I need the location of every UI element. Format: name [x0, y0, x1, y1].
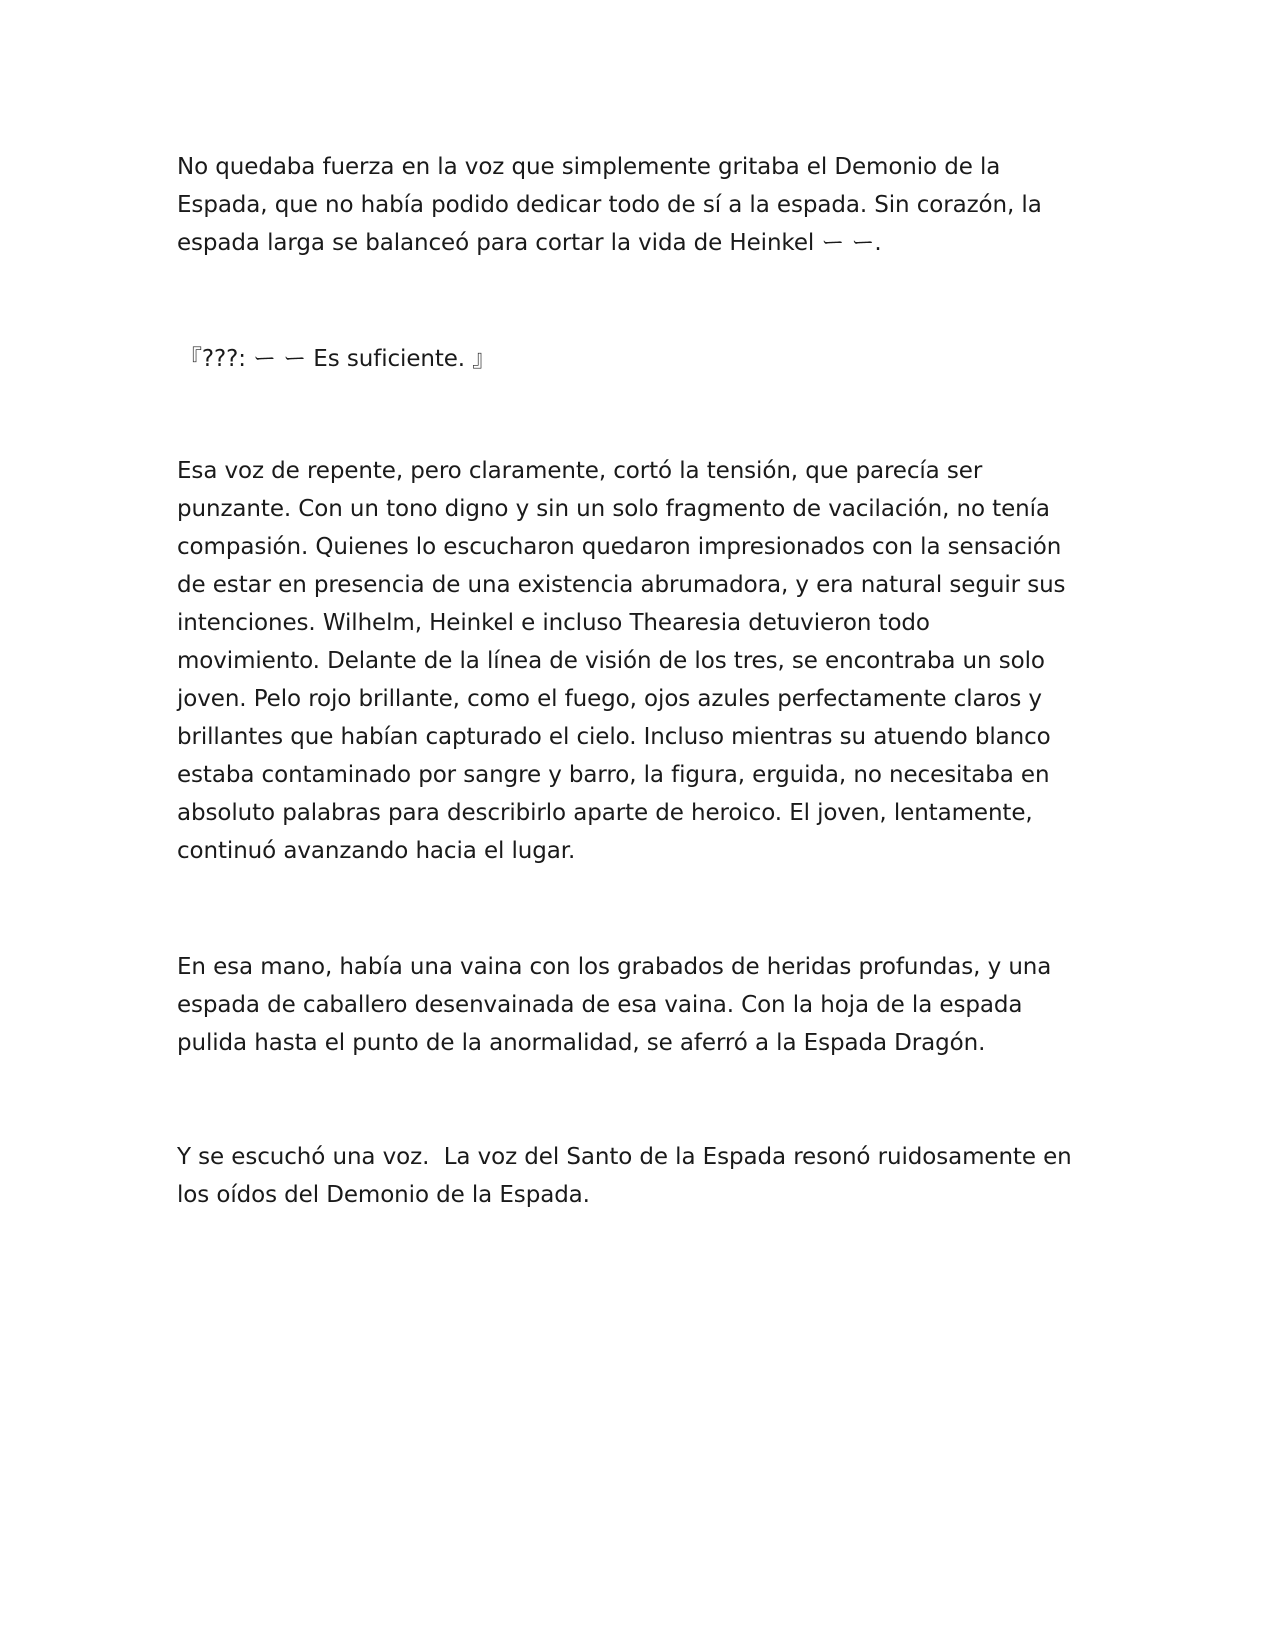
- text-line: pulida hasta el punto de la anormalidad, se aferró a la Espada Dragón.: [177, 1030, 986, 1056]
- text-line: 『???: ー ー Es suficiente. 』: [179, 346, 496, 372]
- paragraph-4: [177, 948, 1102, 1062]
- text-line: Espada, que no había podido dedicar todo de sí a la espada. Sin corazón, la: [177, 192, 1042, 218]
- text-line: No quedaba fuerza en la voz que simplemente gritaba el Demonio de la: [177, 154, 1001, 180]
- text-line: En esa mano, había una vaina con los grabados de heridas profundas, y una: [177, 954, 1052, 980]
- paragraph-5: [177, 1138, 1102, 1214]
- text-line: de estar en presencia de una existencia abrumadora, y era natural seguir sus: [177, 572, 1066, 598]
- text-line: espada larga se balanceó para cortar la vida de Heinkel ー ー.: [177, 230, 882, 256]
- text-line: intenciones. Wilhelm, Heinkel e incluso Thearesia detuvieron todo: [177, 610, 930, 636]
- text-line: movimiento. Delante de la línea de visión de los tres, se encontraba un solo: [177, 648, 1045, 674]
- text-line: continuó avanzando hacia el lugar.: [177, 838, 576, 864]
- text-line: compasión. Quienes lo escucharon quedaron impresionados con la sensación: [177, 534, 1062, 560]
- text-line: espada de caballero desenvainada de esa vaina. Con la hoja de la espada: [177, 992, 1023, 1018]
- text-line: Esa voz de repente, pero claramente, cortó la tensión, que parecía ser: [177, 458, 983, 484]
- text-line: estaba contaminado por sangre y barro, la figura, erguida, no necesitaba en: [177, 762, 1050, 788]
- text-line: brillantes que habían capturado el cielo. Incluso mientras su atuendo blanco: [177, 724, 1051, 750]
- text-line: Y se escuchó una voz. La voz del Santo de la Espada resonó ruidosamente en: [177, 1144, 1072, 1170]
- text-line: absoluto palabras para describirlo aparte de heroico. El joven, lentamente,: [177, 800, 1033, 826]
- paragraph-1: [177, 148, 1102, 262]
- dialogue-line: [177, 340, 1102, 378]
- text-line: los oídos del Demonio de la Espada.: [177, 1182, 590, 1208]
- paragraph-3: [177, 452, 1102, 870]
- text-line: punzante. Con un tono digno y sin un solo fragmento de vacilación, no tenía: [177, 496, 1050, 522]
- text-line: joven. Pelo rojo brillante, como el fuego, ojos azules perfectamente claros y: [177, 686, 1042, 712]
